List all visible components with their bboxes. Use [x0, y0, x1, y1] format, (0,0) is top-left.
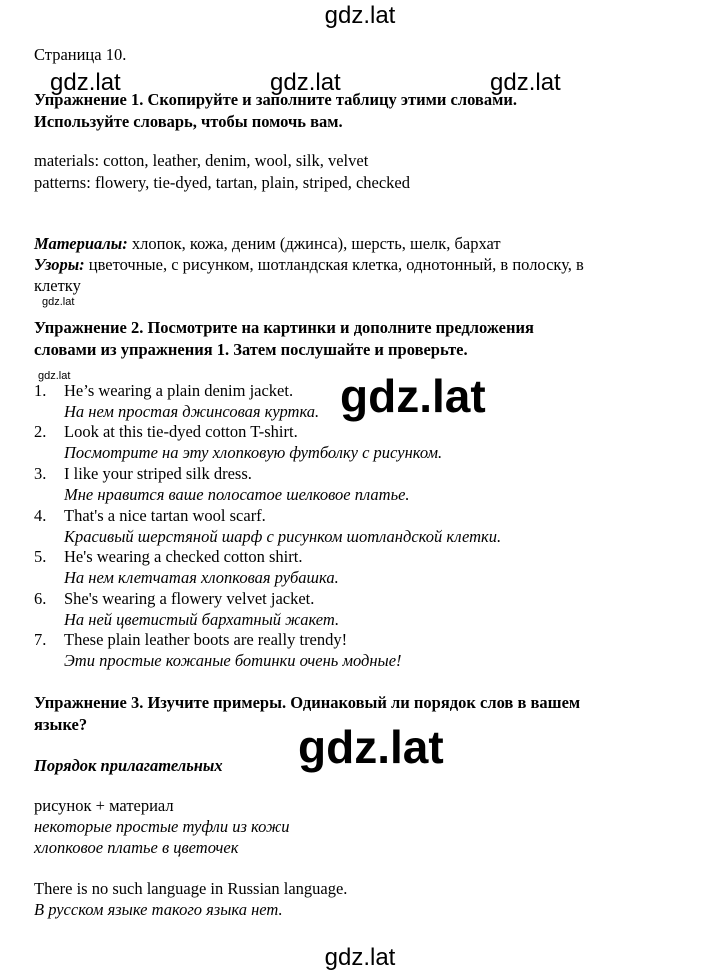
ex1-ru-materials-text: хлопок, кожа, деним (джинса), шерсть, шелк, бархат [127, 234, 501, 253]
item-english: He's wearing a checked cotton shirt. [64, 547, 303, 566]
ex3-title-line1: Упражнение 3. Изучите примеры. Одинаковый ли порядок слов в вашем [34, 693, 581, 712]
watermark-top: gdz.lat [324, 2, 396, 29]
item-number: 6. [34, 589, 47, 608]
ex3-subtitle: Порядок прилагательных [34, 756, 223, 775]
item-number: 2. [34, 422, 47, 441]
item-russian: Красивый шерстяной шарф с рисунком шотландской клетки. [64, 527, 502, 546]
ex3-example2: хлопковое платье в цветочек [34, 838, 239, 857]
item-english: Look at this tie-dyed cotton T-shirt. [64, 422, 298, 441]
watermark-large-1: gdz.lat [340, 370, 486, 422]
item-russian: На нем клетчатая хлопковая рубашка. [64, 568, 339, 587]
item-russian: Эти простые кожаные ботинки очень модные! [64, 651, 402, 670]
ex1-title-line1: Упражнение 1. Скопируйте и заполните таблицу этими словами. [34, 90, 517, 109]
item-english: He’s wearing a plain denim jacket. [64, 381, 294, 400]
page-label: Страница 10. [34, 45, 127, 64]
watermark-large-2: gdz.lat [298, 721, 444, 773]
item-english: These plain leather boots are really trendy! [64, 630, 348, 649]
ex2-title-line1: Упражнение 2. Посмотрите на картинки и дополните предложения [34, 318, 534, 337]
watermark-row-right: gdz.lat [490, 69, 561, 96]
item-english: She's wearing a flowery velvet jacket. [64, 589, 315, 608]
ex1-title-line2: Используйте словарь, чтобы помочь вам. [34, 112, 343, 131]
item-russian: Мне нравится ваше полосатое шелковое платье. [64, 485, 410, 504]
ex1-patterns: patterns: flowery, tie-dyed, tartan, plain, striped, checked [34, 173, 410, 192]
item-english: I like your striped silk dress. [64, 464, 252, 483]
item-number: 1. [34, 381, 47, 400]
ex3-note-russian: В русском языке такого языка нет. [34, 900, 283, 919]
watermark-row-center: gdz.lat [270, 69, 341, 96]
watermark-bottom: gdz.lat [324, 944, 396, 971]
ex2-title-line2: словами из упражнения 1. Затем послушайте и проверьте. [34, 340, 468, 359]
item-number: 4. [34, 506, 47, 525]
watermark-row-left: gdz.lat [50, 69, 121, 96]
ex3-example1: некоторые простые туфли из кожи [34, 817, 290, 836]
ex1-ru-patterns [34, 257, 584, 274]
ex1-ru-patterns-cont: клетку [34, 276, 81, 295]
ex1-ru-materials-label: Материалы: [34, 234, 128, 253]
ex3-formula: рисунок + материал [34, 796, 174, 815]
ex1-materials: materials: cotton, leather, denim, wool, silk, velvet [34, 151, 369, 170]
ex3-title-line2: языке? [34, 715, 88, 734]
item-english: That's a nice tartan wool scarf. [64, 506, 266, 525]
ex1-ru-patterns-text: цветочные, с рисунком, шотландская клетка, однотонный, в полоску, в [84, 255, 584, 274]
item-number: 3. [34, 464, 47, 483]
ex1-ru-patterns-label: Узоры: [34, 255, 85, 274]
item-number: 5. [34, 547, 47, 566]
ex1-ru-materials [34, 236, 501, 253]
ex3-note-english: There is no such language in Russian language. [34, 879, 348, 898]
item-russian: Посмотрите на эту хлопковую футболку с рисунком. [64, 443, 443, 462]
watermark-small-1: gdz.lat [42, 296, 75, 308]
item-russian: На ней цветистый бархатный жакет. [64, 610, 340, 629]
item-russian: На нем простая джинсовая куртка. [64, 402, 320, 421]
item-number: 7. [34, 630, 47, 649]
watermark-small-2: gdz.lat [38, 370, 71, 382]
